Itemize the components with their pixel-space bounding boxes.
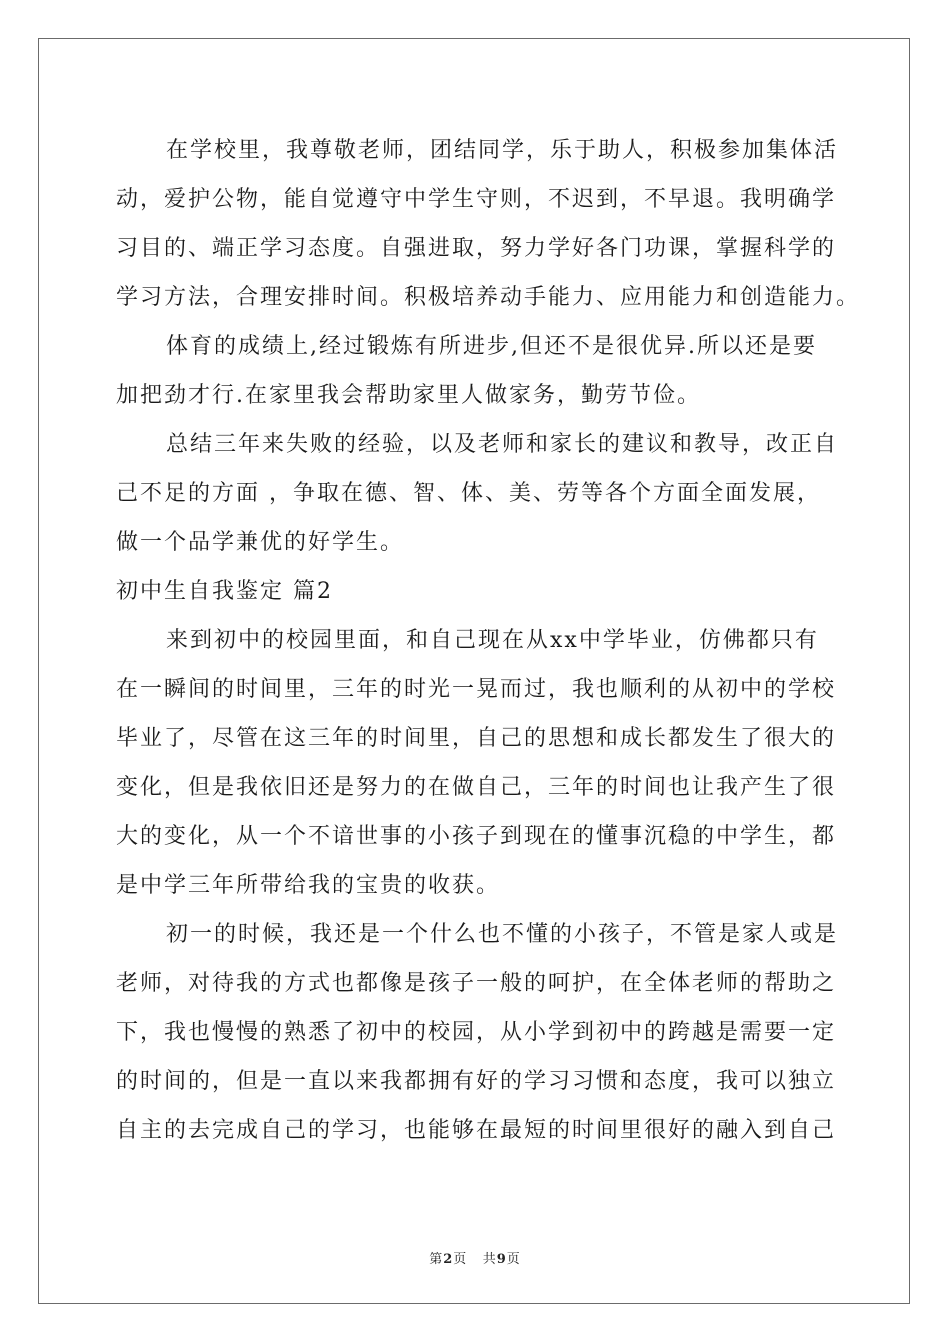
text-line: 体育的成绩上,经过锻炼有所进步,但还不是很优异.所以还是要 (166, 334, 817, 359)
text-line: 老师，对待我的方式也都像是孩子一般的呵护，在全体老师的帮助之 (116, 971, 837, 996)
text-line: 己不足的方面 ，争取在德、智、体、美、劳等各个方面全面发展， (116, 481, 821, 506)
text-line: 大的变化，从一个不谙世事的小孩子到现在的懂事沉稳的中学生，都 (116, 824, 837, 849)
section-heading: 初中生自我鉴定 篇2 (116, 579, 333, 604)
text-line: 自主的去完成自己的学习，也能够在最短的时间里很好的融入到自己 (116, 1118, 837, 1143)
total-prefix: 共 (482, 1252, 497, 1267)
page-footer (0, 1248, 950, 1267)
text-line: 是中学三年所带给我的宝贵的收获。 (116, 873, 501, 898)
text-line: 来到初中的校园里面，和自己现在从xx中学毕业，仿佛都只有 (166, 628, 819, 653)
text-line: 的时间的，但是一直以来我都拥有好的学习习惯和态度，我可以独立 (116, 1069, 837, 1094)
page-number: 2 (443, 1252, 454, 1267)
text-line: 习目的、端正学习态度。自强进取，努力学好各门功课，掌握科学的 (116, 236, 837, 261)
text-line: 做一个品学兼优的好学生。 (116, 530, 405, 555)
text-line: 学习方法，合理安排时间。积极培养动手能力、应用能力和创造能力。 (116, 285, 861, 310)
total-pages: 9 (496, 1252, 507, 1267)
text-line: 在一瞬间的时间里，三年的时光一晃而过，我也顺利的从初中的学校 (116, 677, 837, 702)
text-line: 总结三年来失败的经验，以及老师和家长的建议和教导，改正自 (166, 432, 839, 457)
text-line: 毕业了，尽管在这三年的时间里，自己的思想和成长都发生了很大的 (116, 726, 837, 751)
text-line: 动，爱护公物，能自觉遵守中学生守则，不迟到，不早退。我明确学 (116, 187, 837, 212)
text-line: 初一的时候，我还是一个什么也不懂的小孩子，不管是家人或是 (166, 922, 839, 947)
page-suffix: 页 (453, 1252, 468, 1267)
text-line: 下，我也慢慢的熟悉了初中的校园，从小学到初中的跨越是需要一定 (116, 1020, 837, 1045)
total-suffix: 页 (506, 1252, 521, 1267)
document-body (116, 126, 861, 1155)
text-line: 在学校里，我尊敬老师，团结同学，乐于助人，积极参加集体活 (166, 138, 839, 163)
text-line: 变化，但是我依旧还是努力的在做自己，三年的时间也让我产生了很 (116, 775, 837, 800)
text-line: 加把劲才行.在家里我会帮助家里人做家务，勤劳节俭。 (116, 383, 701, 408)
page-prefix: 第 (429, 1252, 444, 1267)
